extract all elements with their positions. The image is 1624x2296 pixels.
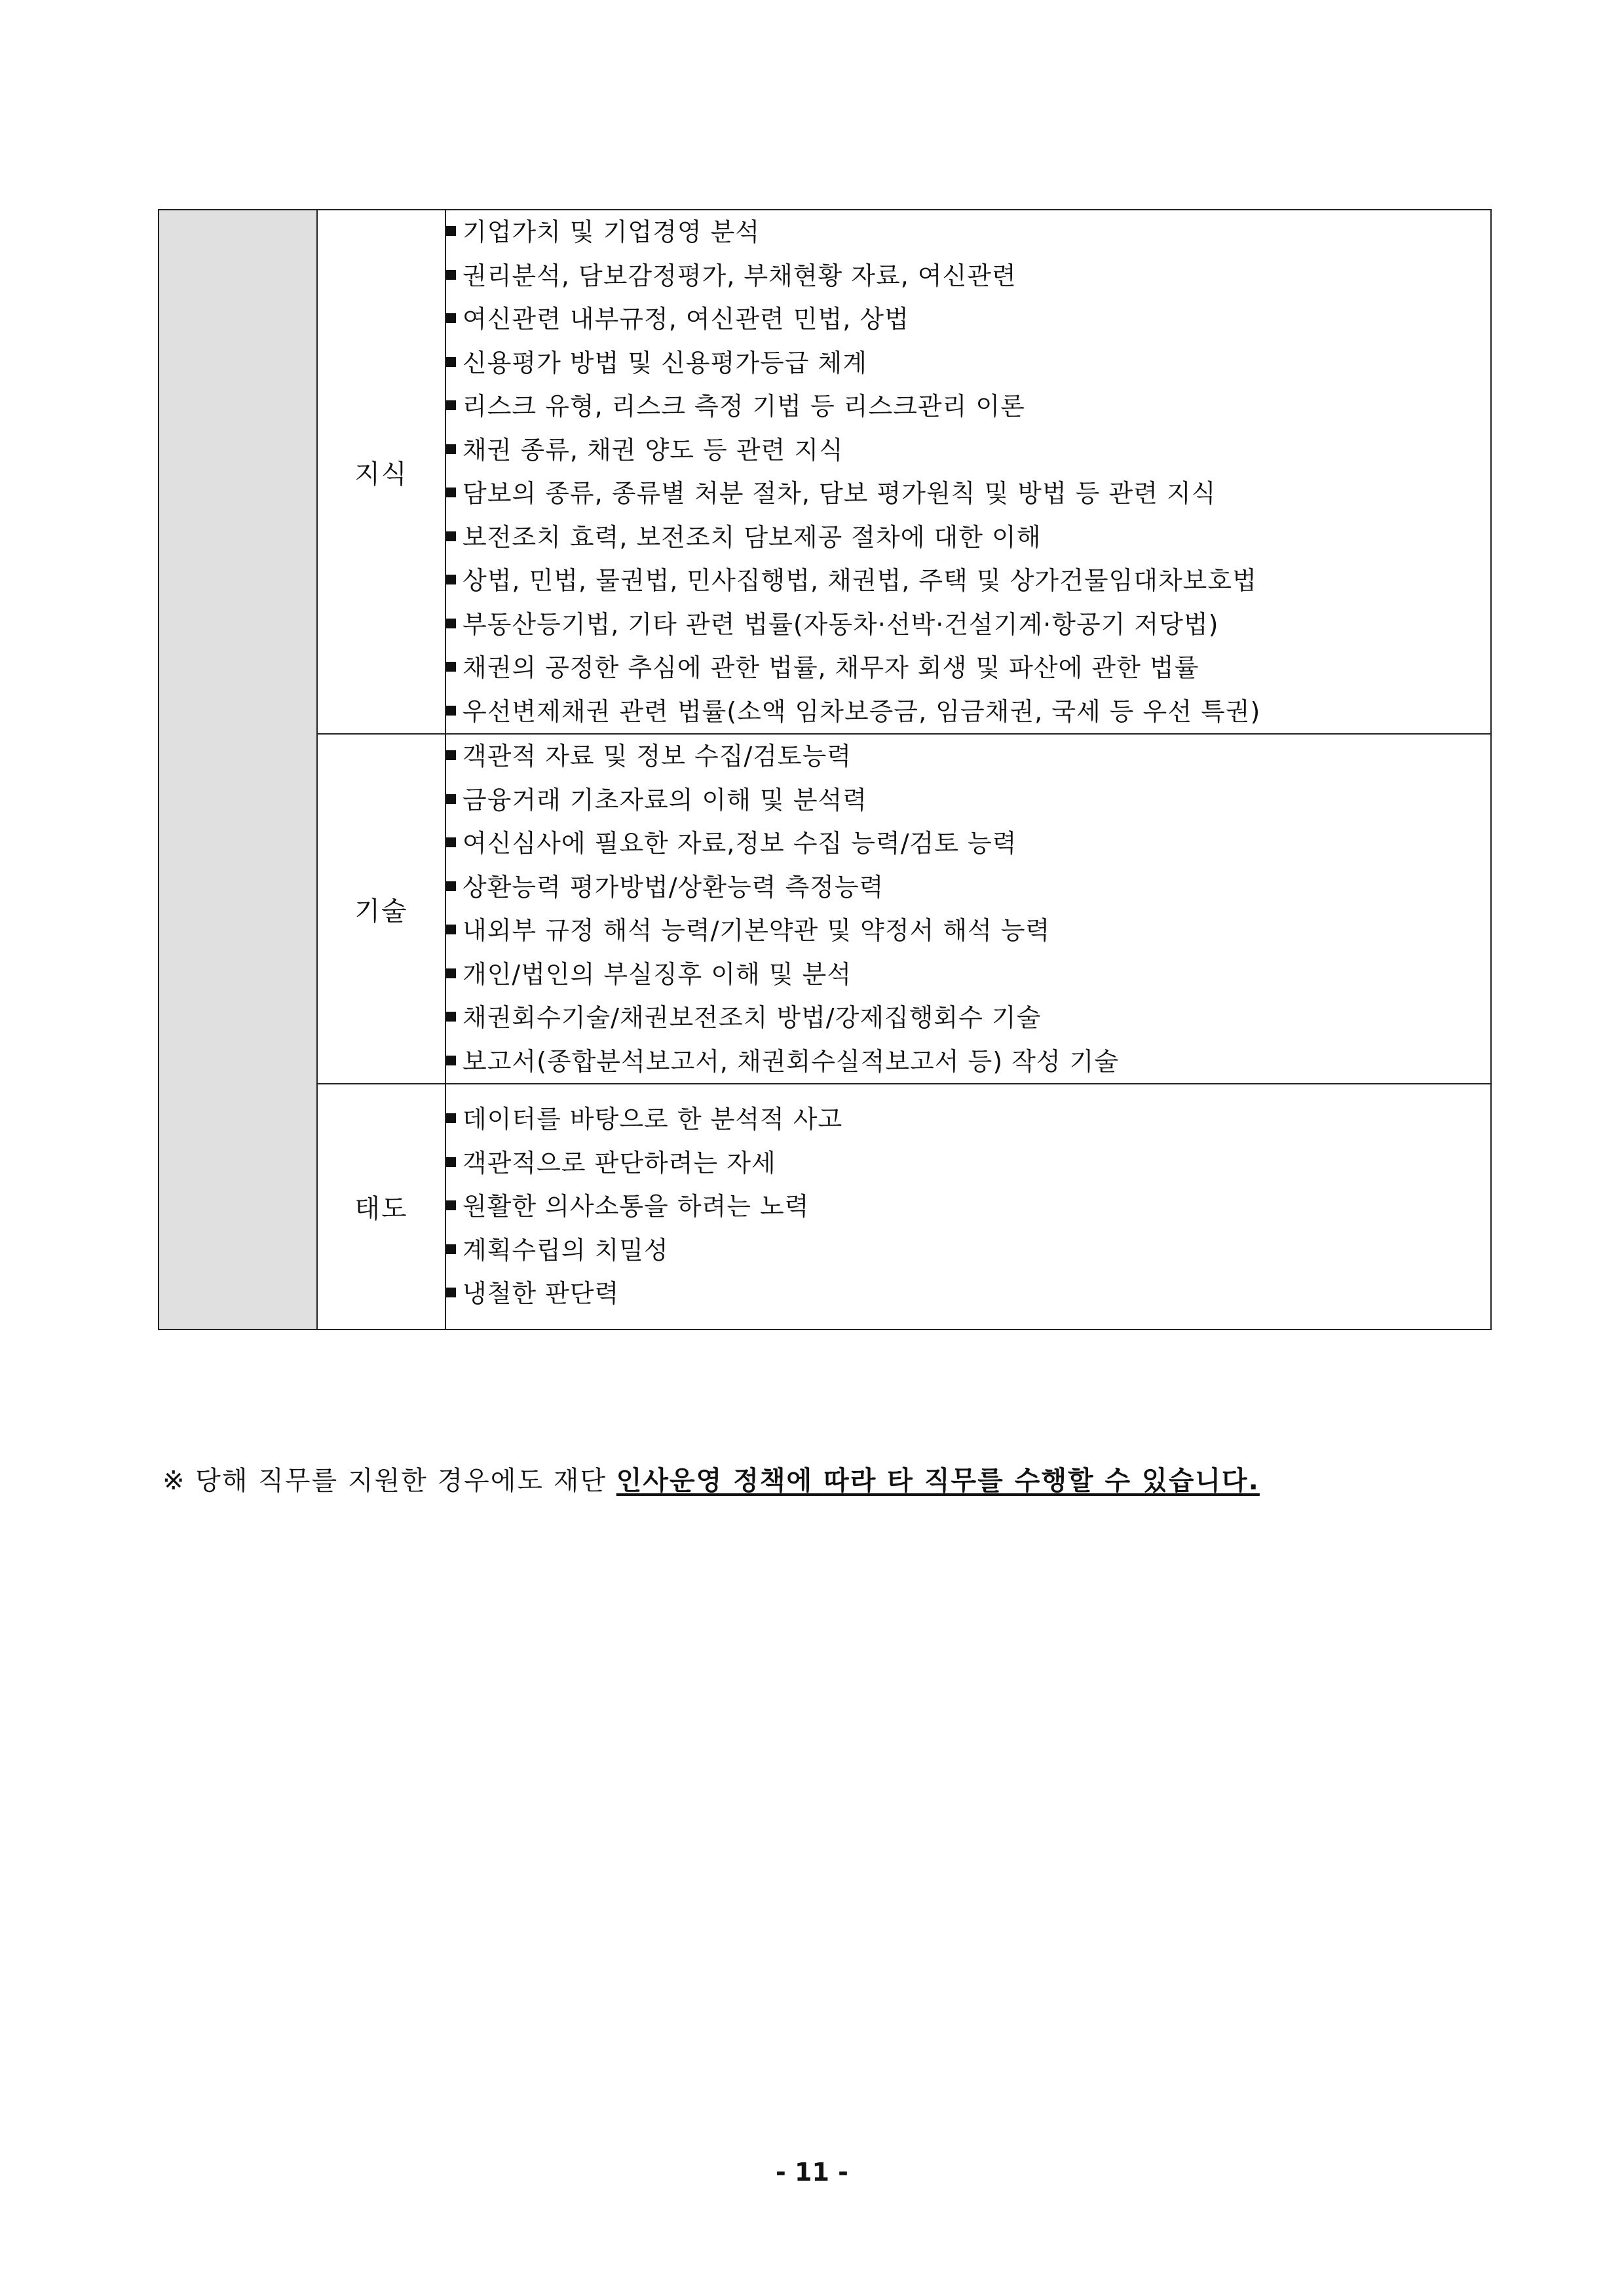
square-bullet-icon bbox=[446, 531, 456, 541]
list-item: 채권회수기술/채권보전조치 방법/강제집행회수 기술 bbox=[446, 996, 1490, 1040]
square-bullet-icon bbox=[446, 1056, 456, 1065]
list-item: 담보의 종류, 종류별 처분 절차, 담보 평가원칙 및 방법 등 관련 지식 bbox=[446, 472, 1490, 516]
list-item: 채권 종류, 채권 양도 등 관련 지식 bbox=[446, 429, 1490, 472]
list-item: 여신관련 내부규정, 여신관련 민법, 상법 bbox=[446, 297, 1490, 341]
square-bullet-icon bbox=[446, 968, 456, 978]
square-bullet-icon bbox=[446, 881, 456, 891]
square-bullet-icon bbox=[446, 750, 456, 760]
attitude-list bbox=[446, 1098, 1490, 1316]
list-item: 계획수립의 치밀성 bbox=[446, 1229, 1490, 1272]
list-item: 리스크 유형, 리스크 측정 기법 등 리스크관리 이론 bbox=[446, 385, 1490, 429]
list-item: 냉철한 판단력 bbox=[446, 1272, 1490, 1316]
list-item: 보고서(종합분석보고서, 채권회수실적보고서 등) 작성 기술 bbox=[446, 1040, 1490, 1084]
list-item: 금융거래 기초자료의 이해 및 분석력 bbox=[446, 778, 1490, 822]
table-row-skill bbox=[159, 734, 1491, 1084]
square-bullet-icon bbox=[446, 575, 456, 584]
list-item: 개인/법인의 부실징후 이해 및 분석 bbox=[446, 953, 1490, 997]
square-bullet-icon bbox=[446, 662, 456, 672]
job-rotation-note bbox=[162, 1460, 1260, 1497]
square-bullet-icon bbox=[446, 1200, 456, 1210]
square-bullet-icon bbox=[446, 619, 456, 628]
items-cell-attitude bbox=[445, 1084, 1491, 1330]
list-item: 원활한 의사소통을 하려는 노력 bbox=[446, 1185, 1490, 1229]
square-bullet-icon bbox=[446, 1012, 456, 1022]
list-item: 신용평가 방법 및 신용평가등급 체계 bbox=[446, 341, 1490, 385]
category-attitude: 태도 bbox=[317, 1084, 445, 1330]
page-number: - 11 - bbox=[776, 2158, 848, 2187]
table-row-knowledge bbox=[159, 210, 1491, 734]
list-item: 우선변제채권 관련 법률(소액 임차보증금, 임금채권, 국세 등 우선 특권) bbox=[446, 690, 1490, 734]
group-header-cell bbox=[159, 210, 317, 1330]
square-bullet-icon bbox=[446, 1288, 456, 1297]
items-cell-skill bbox=[445, 734, 1491, 1084]
category-skill: 기술 bbox=[317, 734, 445, 1084]
knowledge-list bbox=[446, 210, 1490, 733]
square-bullet-icon bbox=[446, 226, 456, 236]
list-item: 부동산등기법, 기타 관련 법률(자동차·선박·건설기계·항공기 저당법) bbox=[446, 603, 1490, 647]
square-bullet-icon bbox=[446, 444, 456, 454]
square-bullet-icon bbox=[446, 925, 456, 934]
list-item: 기업가치 및 기업경영 분석 bbox=[446, 210, 1490, 254]
note-text: ※ 당해 직무를 지원한 경우에도 재단 bbox=[162, 1466, 616, 1496]
list-item: 객관적으로 판단하려는 자세 bbox=[446, 1141, 1490, 1185]
square-bullet-icon bbox=[446, 313, 456, 323]
list-item: 내외부 규정 해석 능력/기본약관 및 약정서 해석 능력 bbox=[446, 909, 1490, 953]
square-bullet-icon bbox=[446, 1244, 456, 1254]
square-bullet-icon bbox=[446, 706, 456, 716]
list-item: 채권의 공정한 추심에 관한 법률, 채무자 회생 및 파산에 관한 법률 bbox=[446, 646, 1490, 690]
items-cell-knowledge bbox=[445, 210, 1491, 734]
table-row-attitude bbox=[159, 1084, 1491, 1330]
square-bullet-icon bbox=[446, 270, 456, 280]
list-item: 보전조치 효력, 보전조치 담보제공 절차에 대한 이해 bbox=[446, 516, 1490, 560]
category-knowledge: 지식 bbox=[317, 210, 445, 734]
list-item: 데이터를 바탕으로 한 분석적 사고 bbox=[446, 1098, 1490, 1141]
square-bullet-icon bbox=[446, 400, 456, 410]
list-item: 객관적 자료 및 정보 수집/검토능력 bbox=[446, 735, 1490, 778]
square-bullet-icon bbox=[446, 357, 456, 367]
list-item: 상환능력 평가방법/상환능력 측정능력 bbox=[446, 866, 1490, 909]
list-item: 여신심사에 필요한 자료,정보 수집 능력/검토 능력 bbox=[446, 822, 1490, 866]
competency-table bbox=[158, 209, 1492, 1330]
square-bullet-icon bbox=[446, 1113, 456, 1123]
square-bullet-icon bbox=[446, 794, 456, 804]
list-item: 상법, 민법, 물권법, 민사집행법, 채권법, 주택 및 상가건물임대차보호법 bbox=[446, 559, 1490, 603]
note-emphasis: 인사운영 정책에 따라 타 직무를 수행할 수 있습니다. bbox=[616, 1466, 1260, 1496]
square-bullet-icon bbox=[446, 1157, 456, 1167]
square-bullet-icon bbox=[446, 488, 456, 497]
list-item: 권리분석, 담보감정평가, 부채현황 자료, 여신관련 bbox=[446, 254, 1490, 298]
square-bullet-icon bbox=[446, 837, 456, 847]
skill-list bbox=[446, 735, 1490, 1083]
